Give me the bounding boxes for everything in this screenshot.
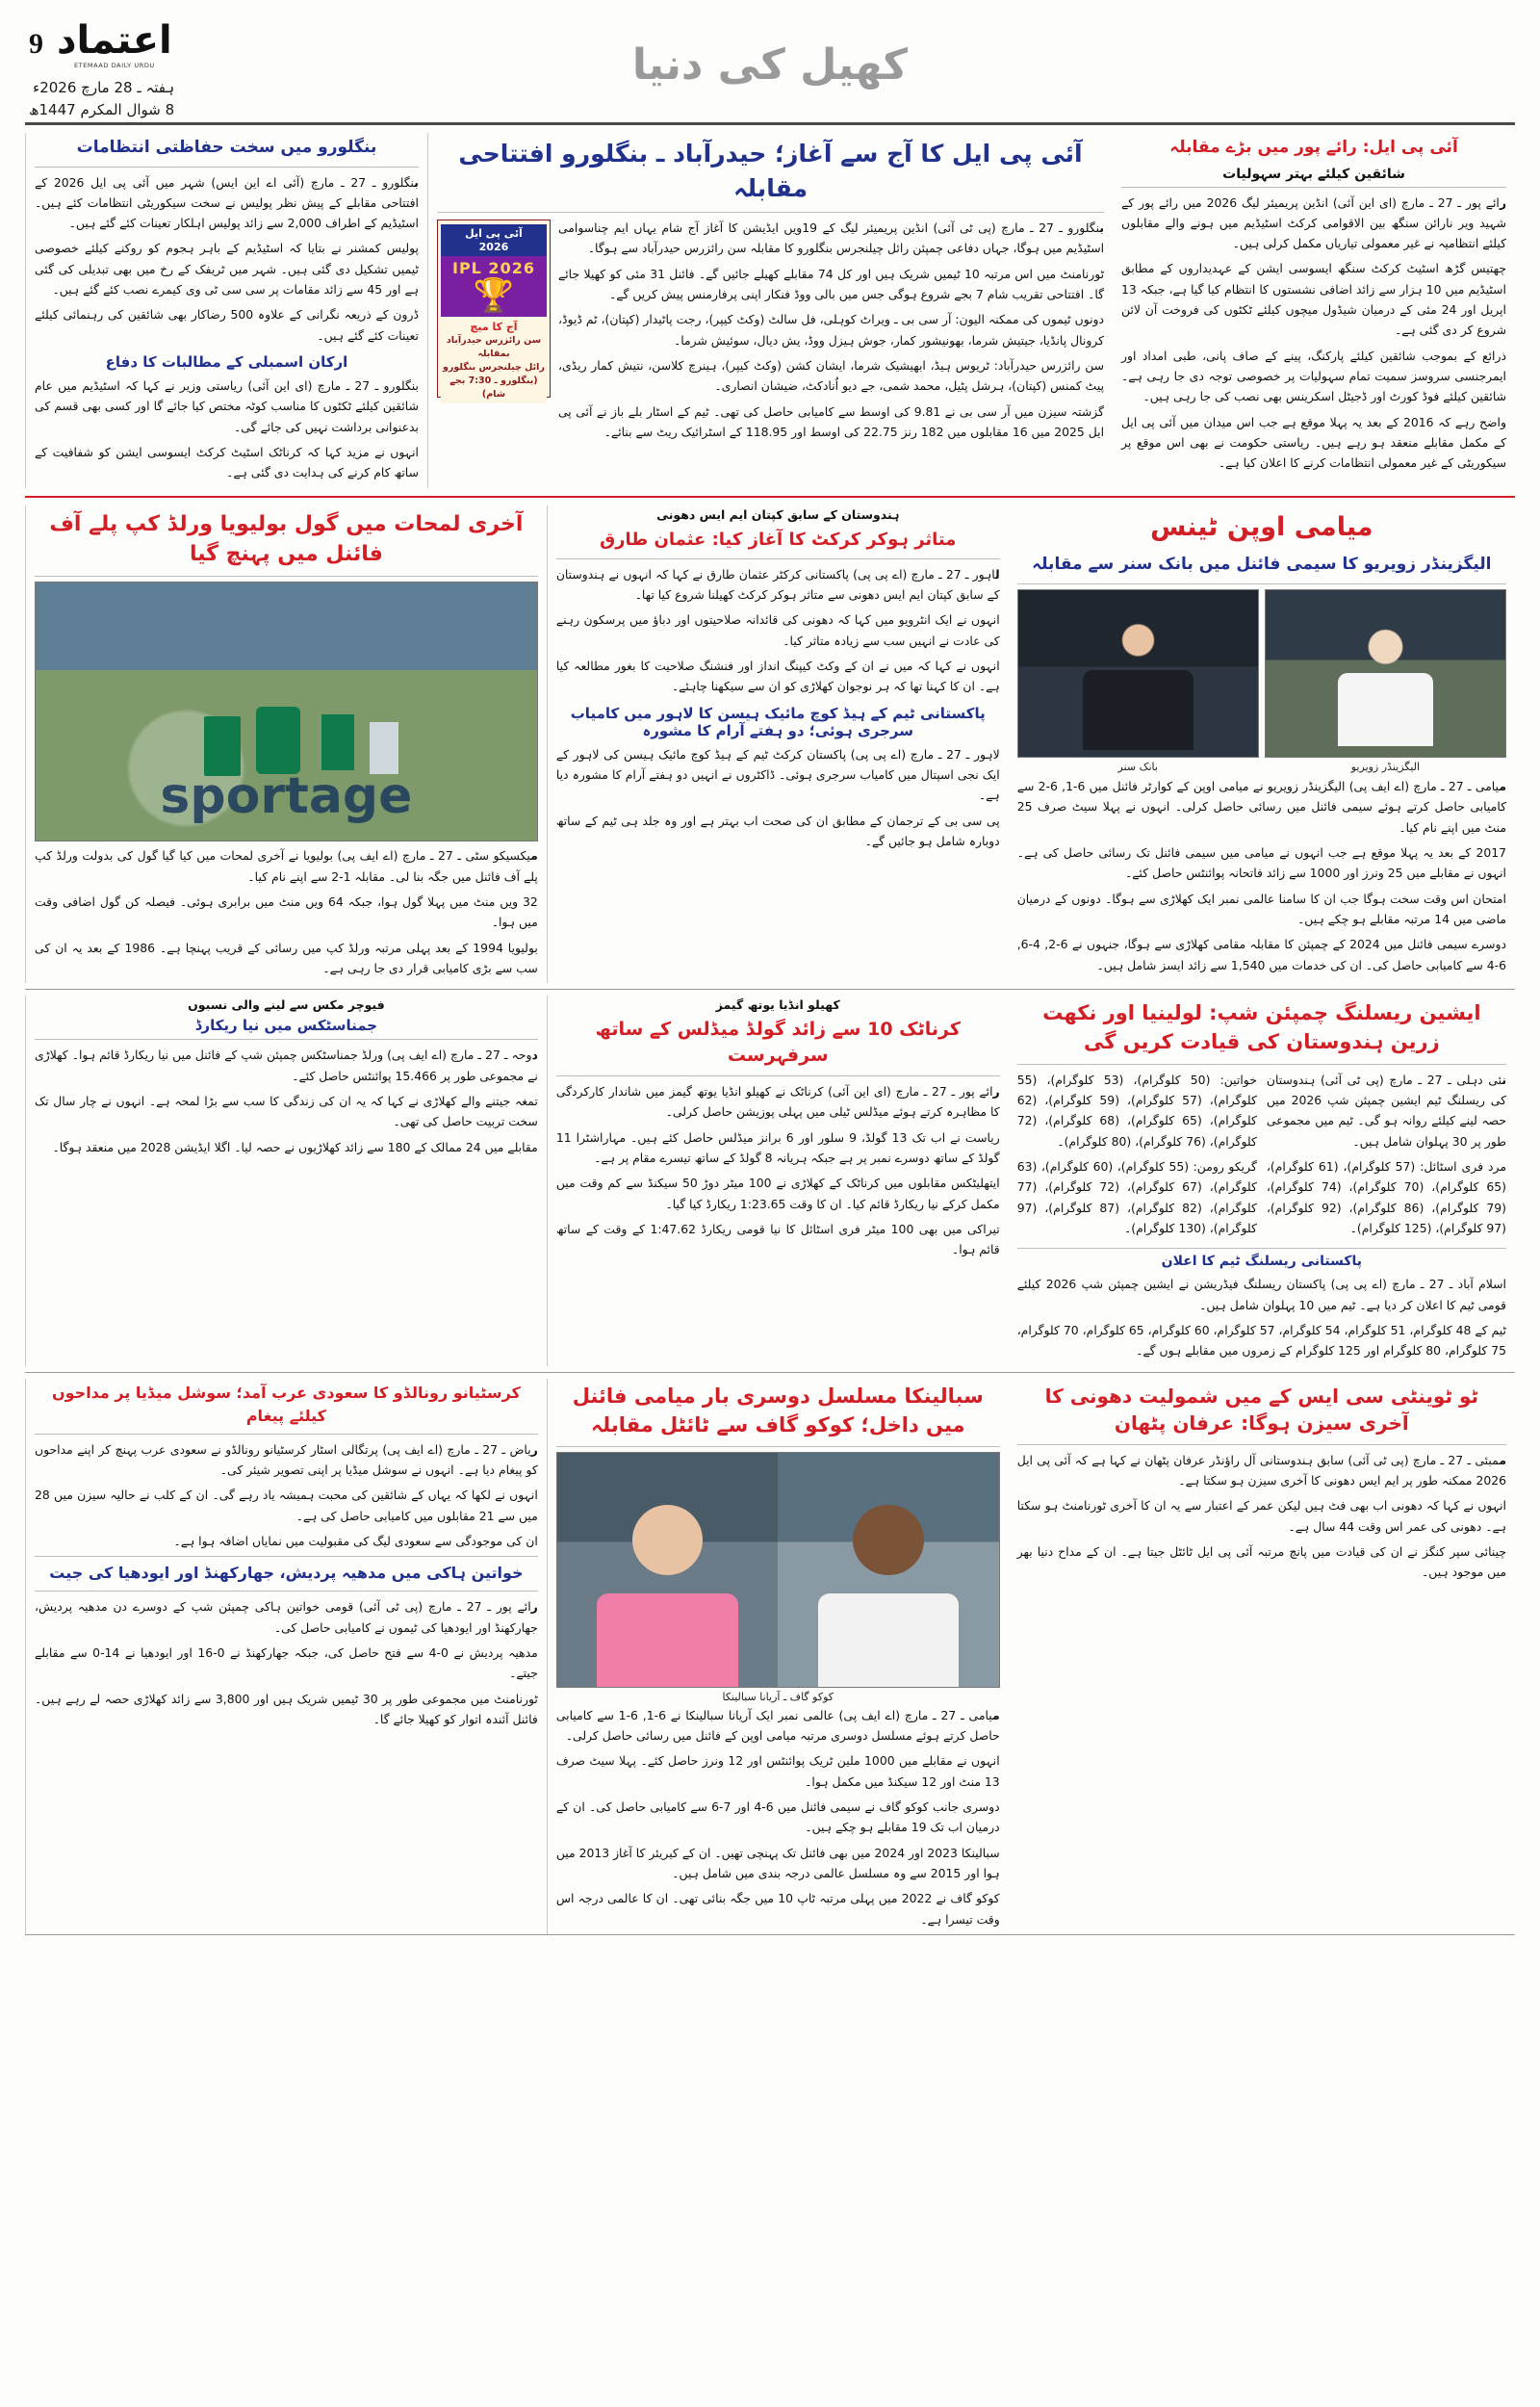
wrestling-band <box>25 996 1515 1366</box>
poster-venue-time: (بنگلورو ـ 7:30 بجے شام) <box>449 375 538 400</box>
divider <box>35 1591 538 1592</box>
paragraph: میامی ـ 27 ـ مارچ (اے ایف پی) الیگزینڈر زویریو نے میامی اوپن کے کوارٹر فائنل میں 6-1, 6-2 سے کامیابی حاصل کرتے ہوئے سیمی فائنل میں رسائی حاصل کرلی۔ انہوں نے پہلا سیٹ صرف 25 منٹ میں اپنے نام کیا۔ <box>1016 778 1506 835</box>
poster-top <box>441 224 547 256</box>
paragraph: مدھیہ پردیش نے 0-4 سے فتح حاصل کی، جبکہ جھارکھنڈ نے 0-16 اور ایودھیا نے 14-0 سے مقابلے جیتے۔ <box>35 1645 538 1681</box>
article-khelo-headline: کرناٹک 10 سے زائد گولڈ میڈلس کے ساتھ سرفہرست <box>595 1019 961 1067</box>
divider <box>556 1075 1000 1076</box>
paragraph: کوکو گاف نے 2022 میں پہلی مرتبہ ٹاپ 10 میں جگہ بنائی تھی۔ ان کا عالمی درجہ اس وقت تیسرا ہے۔ <box>555 1891 1000 1927</box>
divider <box>1017 1248 1506 1249</box>
article-miami-open-subhead: الیگزینڈر زویریو کا سیمی فائنل میں بانک سنر سے مقابلہ <box>1032 555 1492 575</box>
paragraph: واضح رہے کہ 2016 کے بعد یہ پہلا موقع ہے جب اس میدان میں آئی پی ایل کے مکمل مقابلے منعقد ہو رہے ہیں۔ ریاستی حکومت نے بھی اس موقع پر سیکوریٹی کے غیر معمولی انتظامات کرنے کا اعلان کیا ہے۔ <box>1121 414 1506 471</box>
tennis-player-photo-sinner <box>1017 589 1259 758</box>
photo-half-gauff <box>778 1453 998 1687</box>
paragraph: ٹورنامنٹ میں اس مرتبہ 10 ٹیمیں شریک ہیں اور کل 74 مقابلے کھیلے جائیں گے۔ فائنل 31 مئی کو کھیلا جائے گا۔ افتتاحی تقریب شام 7 بجے شروع ہوگی جس میں بالی ووڈ فنکار اپنی پرفارمنس پیش کریں گے۔ <box>557 266 1105 301</box>
paragraph: ایتھلیٹکس مقابلوں میں کرناٹک کے کھلاڑی نے 100 میٹر دوڑ 50 سیکنڈ سے کم وقت میں مکمل کرکے نیا ریکارڈ قائم کیا۔ ان کا وقت 1:23.65 ریکارڈ کیا گیا۔ <box>555 1176 1000 1211</box>
poster-title: آئی پی ایل <box>465 227 523 240</box>
article-hesson-subhead: پاکستانی ٹیم کے ہیڈ کوچ مائیک ہیسن کا لاہور میں کامیاب سرجری ہوئی؛ دو ہفتے آرام کا مشورہ <box>570 704 986 739</box>
article-ipl-opener <box>427 133 1113 488</box>
photo-caption: کوکو گاف ـ آریانا سبالینکا <box>722 1691 834 1704</box>
article-wta-headline: سبالینکا مسلسل دوسری بار میامی فائنل میں داخل؛ کوکو گاف سے ٹائٹل مقابلہ <box>572 1384 984 1436</box>
paragraph: ان کی موجودگی سے سعودی لیگ کی مقبولیت میں نمایاں اضافہ ہوا ہے۔ <box>173 1534 538 1549</box>
paragraph: انہوں نے کہا کہ میں نے ان کے وکٹ کیپنگ انداز اور فنشنگ صلاحیت کا بغور مطالعہ کیا ہے۔ ان کا کہنا تھا کہ ہر نوجوان کھلاڑی کو ان سے سیکھنا چاہئے۔ <box>555 659 1000 694</box>
paragraph: لاہور ـ 27 ـ مارچ (اے پی پی) پاکستان کرکٹ ٹیم کے ہیڈ کوچ مائیک ہیسن کی لاہور کے ایک نجی اسپتال میں کامیاب سرجری ہوئی۔ ڈاکٹروں نے انہیں دو ہفتے آرام کا مشورہ دیا ہے۔ <box>555 746 1000 803</box>
divider <box>25 1372 1515 1373</box>
paragraph: مقابلے میں 24 ممالک کے 180 سے زائد کھلاڑیوں نے حصہ لیا۔ اگلا ایڈیشن 2028 میں منعقد ہوگا۔ <box>52 1139 538 1154</box>
article-dhoni-inspiration <box>547 505 1009 983</box>
wta-players-photo <box>556 1452 1000 1688</box>
paragraph: چینائی سپر کنگز نے ان کی قیادت میں پانچ مرتبہ آئی پی ایل ٹائٹل جیتا ہے۔ ان کے مداح دنیا بھر میں موجود ہیں۔ <box>1016 1543 1506 1580</box>
paragraph: ریاست نے اب تک 13 گولڈ، 9 سلور اور 6 برانز میڈلس حاصل کئے ہیں۔ مہاراشٹرا 11 گولڈ کے ساتھ دوسرے نمبر پر ہے جبکہ ہریانہ 8 گولڈ کے ساتھ تیسرے مقام پر ہے۔ <box>555 1129 1000 1166</box>
photo-caption: بانک سنر <box>1117 760 1158 773</box>
paragraph: ٹیم کے 48 کلوگرام، 51 کلوگرام، 54 کلوگرام، 57 کلوگرام، 60 کلوگرام، 65 کلوگرام، 70 کلوگرام، 75 کلوگرام، 80 کلوگرام اور 125 کلوگرام کے زمروں میں مقابلے ہوں گے۔ <box>1016 1323 1506 1359</box>
paragraph: تمغہ جیتنے والے کھلاڑی نے کہا کہ یہ ان کی زندگی کا سب سے بڑا لمحہ ہے۔ انہوں نے چار سال تک سخت تربیت حاصل کی تھی۔ <box>35 1093 538 1129</box>
article-ipl-raipur-subhead: شائقین کیلئے بہتر سہولیات <box>1222 166 1405 182</box>
article-bolivia-headline: آخری لمحات میں گول بولیویا ورلڈ کپ پلے آف فائنل میں پہنچ گیا <box>49 511 524 566</box>
paragraph: ڈرون کے ذریعہ نگرانی کے علاوہ 500 رضاکار بھی شائقین کی رہنمائی کیلئے تعینات کئے گئے ہیں۔ <box>35 307 419 343</box>
divider <box>556 558 1000 559</box>
poster-versus: بمقابلہ <box>477 349 510 360</box>
paragraph: انہوں نے لکھا کہ یہاں کے شائقین کی محبت ہمیشہ یاد رہے گی۔ ان کے کلب نے حالیہ سیزن میں 28 میں سے 21 مقابلوں میں کامیابی حاصل کی ہے۔ <box>35 1488 538 1523</box>
publication-logo: اعتماد <box>57 18 172 63</box>
football-celebration-photo: sportage <box>35 582 538 841</box>
paragraph: نئی دہلی ـ 27 ـ مارچ (پی ٹی آئی) ہندوستان کی ریسلنگ ٹیم ایشین چمپئن شپ 2026 میں حصہ لینے کیلئے روانہ ہو گی۔ ٹیم میں مجموعی طور پر 30 پہلوان شامل ہیں۔ <box>1266 1072 1507 1149</box>
paragraph: دونوں ٹیموں کی ممکنہ الیون: آر سی بی ـ ویراٹ کوہلی، فل سالٹ (وکٹ کیپر)، رجت پاٹیدار (کپتان)، ٹم ڈیوڈ، کرونال پانڈیا، جیتیش شرما، بھونیشور کمار، جوش ہیزل ووڈ، یش دیال، سوئیش شرما۔ <box>557 312 1105 348</box>
divider <box>437 212 1104 213</box>
trophy-icon: 🏆 <box>473 275 515 315</box>
article-ipl-raipur-headline: آئی پی ایل: رائے پور میں بڑے مقابلہ <box>1169 138 1458 157</box>
article-wta-miami-final <box>547 1379 1009 1934</box>
paragraph: پی سی بی کے ترجمان کے مطابق ان کی صحت اب بہتر ہے اور وہ جلد ہی ٹیم کے ساتھ دوبارہ شامل ہو جائیں گے۔ <box>555 813 1000 849</box>
article-khelo-kicker: کھیلو انڈیا یوتھ گیمز <box>715 997 840 1013</box>
paragraph: سبالینکا 2023 اور 2024 میں بھی فائنل تک پہنچی تھیں۔ ان کے کیریئر کا آغاز 2013 میں ہوا اور 2015 سے وہ مسلسل عالمی درجہ بندی میں شامل ہیں۔ <box>555 1845 1000 1881</box>
article-gym-kicker: فیوچر مکس سے لینے والی نسبوں <box>188 997 385 1013</box>
date-gregorian: ہفتہ ـ 28 مارچ 2026ء <box>33 79 175 96</box>
paragraph: میکسیکو سٹی ـ 27 ـ مارچ (اے ایف پی) بولیویا نے آخری لمحات میں کیا گیا گول کی بدولت ورلڈ کپ پلے آف فائنل میں جگہ بنا لی۔ مقابلہ 1-2 سے اپنے نام کیا۔ <box>35 848 538 884</box>
divider <box>35 1556 538 1557</box>
divider <box>35 167 419 168</box>
paragraph: چھتیس گڑھ اسٹیٹ کرکٹ سنگھ ایسوسی ایشن کے عہدیداروں کے مطابق اسٹیڈیم میں 10 ہزار سے زائد اضافی نشستوں کا انتظام کیا گیا ہے، جبکہ 13 اپریل اور 24 مئی کے درمیان شیڈول میچوں کیلئے ٹکٹوں کی فروخت آن لائن شروع کر دی گئی ہے۔ <box>1121 261 1506 338</box>
divider-red <box>25 496 1515 498</box>
paragraph: انہوں نے کہا کہ دھونی اب بھی فٹ ہیں لیکن عمر کے اعتبار سے یہ ان کا آخری ٹورنامنٹ ہو سکتا ہے۔ دھونی کی عمر اس وقت 44 سال ہے۔ <box>1016 1498 1506 1534</box>
paragraph: ٹورنامنٹ میں مجموعی طور پر 30 ٹیمیں شریک ہیں اور 3,800 سے زائد کھلاڑی حصہ لے رہے ہیں۔ فائنل آئندہ اتوار کو کھیلا جائے گا۔ <box>35 1691 538 1727</box>
article-asian-wrestling <box>1009 996 1515 1366</box>
article-ronaldo-saudi <box>35 1382 538 1552</box>
section-title: کھیل کی دنیا <box>631 40 909 90</box>
article-pak-wrestling-headline: پاکستانی ریسلنگ ٹیم کا اعلان <box>1161 1254 1363 1270</box>
paragraph: میامی ـ 27 ـ مارچ (اے ایف پی) عالمی نمبر ایک آریانا سبالینکا نے 6-1, 6-1 سے کامیابی حاصل کرتے ہوئے مسلسل دوسری مرتبہ میامی اوپن کے فائنل میں رسائی حاصل کرلی۔ <box>555 1707 1000 1744</box>
paragraph: انہوں نے ایک انٹرویو میں کہا کہ دھونی کی قائدانہ صلاحیتوں اور دباؤ میں پرسکون رہنے کی عادت نے انہیں سب سے زیادہ متاثر کیا۔ <box>555 612 1000 648</box>
paragraph: امتحان اس وقت سخت ہوگا جب ان کا سامنا عالمی نمبر ایک کھلاڑی سے ہوگا۔ دونوں کے درمیان ماضی میں 14 مرتبہ مقابلے ہو چکے ہیں۔ <box>1016 891 1506 926</box>
article-dhoni-last-season-headline: ٹو ٹوینٹی سی ایس کے میں شمولیت دھونی کا آخری سیزن ہوگا: عرفان پٹھان <box>1044 1384 1478 1436</box>
bottom-left-stack <box>25 1379 547 1934</box>
divider <box>1017 583 1506 584</box>
divider <box>556 1446 1000 1447</box>
paragraph: دوحہ ـ 27 ـ مارچ (اے ایف پی) ورلڈ جمناسٹکس چمپئن شپ کے فائنل میں نیا ریکارڈ قائم ہوا۔ کھلاڑی نے مجموعی طور پر 15.466 پوائنٹس حاصل کئے۔ <box>35 1048 538 1083</box>
paragraph: رائے پور ـ 27 ـ مارچ (ای این آئی) انڈین پریمیئر لیگ 2026 میں رائے پور کے شہید ویر نارائن سنگھ بین الاقوامی کرکٹ اسٹیڈیم میں ہونے والے مقابلوں کیلئے انتظامیہ نے غیر معمولی تیاریاں مکمل کرلی ہیں۔ <box>1121 194 1506 251</box>
article-miami-open-men <box>1009 505 1515 983</box>
photo-caption: الیگزینڈر زویریو <box>1350 760 1421 773</box>
article-ipl-opener-headline: آئی پی ایل کا آج سے آغاز؛ حیدرآباد ـ بنگلورو افتتاحی مقابلہ <box>458 140 1083 202</box>
article-women-hockey <box>35 1562 538 1729</box>
paragraph: انہوں نے مقابلے میں 1000 ملین ٹریک پوائنٹس اور 12 ونرز حاصل کئے۔ پہلا سیٹ صرف 13 منٹ اور 12 سیکنڈ میں مکمل ہوا۔ <box>555 1753 1000 1789</box>
article-bangalore-security <box>25 133 427 488</box>
divider <box>35 1434 538 1435</box>
ipl-poster-graphic <box>437 220 551 398</box>
divider <box>1121 187 1506 188</box>
poster-year: 2026 <box>478 240 509 253</box>
paragraph: پولیس کمشنر نے بتایا کہ اسٹیڈیم کے باہر ہجوم کو روکنے کیلئے خصوصی ٹیمیں تشکیل دی گئی ہیں۔ شہر میں ٹریفک کے رخ میں بھی تبدیلی کی گئی ہے اور 45 سے زائد مقامات پر سی سی ٹی وی کیمرے نصب کئے گئے ہیں۔ <box>35 241 419 298</box>
article-asian-wrestling-headline: ایشین ریسلنگ چمپئن شپ: لولینیا اور نکھت زرین ہندوستان کی قیادت کریں گی <box>1042 1001 1481 1054</box>
paragraph: رائے پور ـ 27 ـ مارچ (ای این آئی) کرناٹک نے کھیلو انڈیا یوتھ گیمز میں شاندار کارکردگی کا مظاہرہ کرتے ہوئے میڈلس ٹیلی میں پہلی پوزیشن حاصل کرلی۔ <box>555 1084 1000 1120</box>
mid-band <box>25 505 1515 983</box>
bottom-band <box>25 1379 1515 1934</box>
article-ronaldo-headline: کرسٹیانو رونالڈو کا سعودی عرب آمد؛ سوشل میڈیا پر مداحوں کیلئے پیغام <box>51 1383 521 1425</box>
date-hijri: 8 شوال المکرم 1447ھ <box>29 101 175 119</box>
paragraph: بنگلورو ـ 27 ـ مارچ (آئی اے این ایس) شہر میں آئی پی ایل 2026 کے افتتاحی مقابلے کے پیش نظر پولیس نے سخت سیکوریٹی انتظامات کئے ہیں۔ اسٹیڈیم کے اطراف 2,000 سے زائد پولیس اہلکار تعینات کئے گئے ہیں۔ <box>35 174 419 231</box>
paragraph: ذرائع کے بموجب شائقین کیلئے پارکنگ، پینے کے صاف پانی، طبی امداد اور ایمرجنسی سروسز سمیت تمام سہولیات پر خصوصی توجہ دی جا رہی ہے۔ شائقین کیلئے فوڈ کورٹ اور ڈجیٹل اسکرینس بھی نصب کی جا رہی ہیں۔ <box>1121 348 1506 404</box>
paragraph: رائے پور ـ 27 ـ مارچ (پی ٹی آئی) قومی خواتین ہاکی چمپئن شپ کے دوسرے دن مدھیہ پردیش، جھارکھنڈ اور ایودھیا کی ٹیموں نے کامیابی حاصل کی۔ <box>35 1599 538 1635</box>
photo-half-sabalenka <box>557 1453 778 1687</box>
article-dhoni-kicker: ہندوستان کے سابق کپتان ایم ایس دھونی <box>656 506 900 522</box>
tennis-player-photo-zverev <box>1265 589 1506 758</box>
paragraph: 32 ویں منٹ میں پہلا گول ہوا، جبکہ 64 ویں منٹ میں برابری ہوئی۔ فیصلہ کن گول اضافی وقت میں ہوا۔ <box>35 893 538 930</box>
paragraph: انہوں نے مزید کہا کہ کرناٹک اسٹیٹ کرکٹ ایسوسی ایشن کو شفافیت کے ساتھ کام کرنے کی ہدایت دی گئی ہے۔ <box>35 445 419 480</box>
divider <box>25 989 1515 990</box>
publication-logo-subtext: ETEMAAD DAILY URDU <box>73 62 155 69</box>
poster-graphic-area <box>441 256 547 317</box>
paragraph: مرد فری اسٹائل: (57 کلوگرام)، (61 کلوگرام)، (65 کلوگرام)، (70 کلوگرام)، (74 کلوگرام)، (79 کلوگرام)، (86 کلوگرام)، (92 کلوگرام)، (97 کلوگرام)، (125 کلوگرام)۔ <box>1266 1159 1506 1236</box>
divider <box>1017 1444 1506 1445</box>
masthead <box>25 18 1515 125</box>
article-bangalore-security-headline: بنگلورو میں سخت حفاظتی انتظامات <box>76 138 377 157</box>
article-dhoni-headline: متاثر ہوکر کرکٹ کا آغاز کیا: عثمان طارق <box>600 529 957 550</box>
paragraph: تیراکی میں بھی 100 میٹر فری اسٹائل کا نیا قومی ریکارڈ 1:47.62 کے وقت کے ساتھ قائم ہوا۔ <box>555 1222 1000 1257</box>
article-bolivia-playoff <box>25 505 547 983</box>
article-women-hockey-headline: خواتین ہاکی میں مدھیہ پردیش، جھارکھنڈ اور ایودھیا کی جیت <box>49 1564 524 1583</box>
divider <box>35 576 538 577</box>
article-gym-headline: جمناسٹکس میں نیا ریکارڈ <box>194 1017 378 1035</box>
paragraph: گزشتہ سیزن میں آر سی بی نے 9.81 کی اوسط سے کامیابی حاصل کی تھی۔ ٹیم کے اسٹار بلے باز نے آئی پی ایل 2025 میں 16 مقابلوں میں 182 رنز 22.75 کی اوسط اور 118.95 کے اسٹرائیک ریٹ سے بنائے۔ <box>557 403 1105 439</box>
poster-match-label: آج کا میچ <box>470 320 518 333</box>
paragraph: سن رائزرس حیدرآباد: ٹریوس ہیڈ، ابھیشیک شرما، ایشان کشن (وکٹ کیپر)، ہینرچ کلاسن، نتیش کمار ریڈی، پیٹ کمنس (کپتان)، ہرشل پٹیل، محمد شمی، جے دیو اُنادکٹ، ضیشان انصاری۔ <box>557 357 1105 394</box>
paragraph: بنگلورو ـ 27 ـ مارچ (ای این آئی) ریاستی وزیر نے کہا کہ اسٹیڈیم میں عام شائقین کیلئے ٹکٹوں کا مناسب کوٹہ مختص کیا جائے گا اور کسی بھی قسم کی بدعنوانی برداشت نہیں کی جائے گی۔ <box>35 378 419 434</box>
poster-team-b: رائل چیلنجرس بنگلورو <box>443 361 545 373</box>
paragraph: بولیویا 1994 کے بعد پہلی مرتبہ ورلڈ کپ میں رسائی کے قریب پہنچا ہے۔ 1986 کے بعد یہ ان کی سب سے بڑی کامیابی قرار دی جا رہی ہے۔ <box>35 940 538 975</box>
article-assembly-subhead: ارکان اسمبلی کے مطالبات کا دفاع <box>105 353 348 372</box>
poster-ipl-label: IPL 2026 <box>451 258 535 277</box>
poster-match-info <box>441 317 547 404</box>
poster-team-a: سن رائزرس حیدرآباد <box>446 335 542 347</box>
divider <box>1017 1064 1506 1065</box>
paragraph: 2017 کے بعد یہ پہلا موقع ہے جب انہوں نے میامی میں سیمی فائنل تک رسائی حاصل کی ہے۔ انہوں نے مقابلے میں 25 ونرز اور 1000 سے زائد فاتحانہ پوائنٹس حاصل کئے۔ <box>1016 844 1506 881</box>
paragraph: لاہور ـ 27 ـ مارچ (اے پی پی) پاکستانی کرکٹر عثمان طارق نے کہا کہ انہوں نے ہندوستان کے سابق کپتان ایم ایس دھونی سے متاثر ہوکر کرکٹ کھیلنا شروع کیا تھا۔ <box>555 566 1000 603</box>
paragraph: بنگلورو ـ 27 ـ مارچ (پی ٹی آئی) انڈین پریمیئر لیگ کے 19ویں ایڈیشن کا آغاز آج شام یہاں ایم چناسوامی اسٹیڈیم میں ہوگا، جہاں دفاعی چمپئن رائل چیلنجرس بنگلورو کا مقابلہ سن رائزرس حیدرآباد سے ہوگا۔ <box>557 220 1105 256</box>
article-dhoni-last-season <box>1009 1379 1515 1934</box>
paragraph: دوسرے سیمی فائنل میں 2024 کے چمپئن کا مقابلہ مقامی کھلاڑی سے ہوگا، جنہوں نے 6-2, 4-6, 6-4 سے کامیابی حاصل کی۔ ان کی خدمات میں 1,540 سے زائد ایسز شامل ہیں۔ <box>1016 937 1506 972</box>
paragraph: خواتین: (50 کلوگرام)، (53 کلوگرام)، (55 کلوگرام)، (57 کلوگرام)، (59 کلوگرام)، (62 کلوگرام)، (65 کلوگرام)، (68 کلوگرام)، (72 کلوگرام)، (76 کلوگرام)، (80 کلوگرام)۔ <box>1016 1072 1257 1149</box>
article-miami-open-headline: میامی اوپن ٹینس <box>1150 511 1373 542</box>
divider <box>35 1039 538 1040</box>
top-band <box>25 133 1515 488</box>
paragraph: ریاض ـ 27 ـ مارچ (اے ایف پی) پرتگالی اسٹار کرسٹیانو رونالڈو نے سعودی عرب پہنچ کر اپنے مداحوں کو پیغام دیا ہے۔ انہوں نے سوشل میڈیا پر اپنی تصویر شیئر کی۔ <box>35 1441 538 1478</box>
paragraph: گریکو رومن: (55 کلوگرام)، (60 کلوگرام)، (63 کلوگرام)، (67 کلوگرام)، (72 کلوگرام)، (77 کلوگرام)، (82 کلوگرام)، (87 کلوگرام)، (97 کلوگرام)، (130 کلوگرام)۔ <box>1016 1159 1257 1236</box>
divider-footer <box>25 1934 1515 1935</box>
paragraph: ممبئی ـ 27 ـ مارچ (پی ٹی آئی) سابق ہندوستانی آل راؤنڈر عرفان پٹھان نے کہا ہے کہ آئی پی ایل 2026 ممکنہ طور پر ایم ایس دھونی کا آخری سیزن ہو سکتا ہے۔ <box>1016 1452 1506 1488</box>
paragraph: دوسری جانب کوکو گاف نے سیمی فائنل میں 6-4 اور 7-6 سے کامیابی حاصل کی۔ ان کے درمیان اب تک 19 مقابلے ہو چکے ہیں۔ <box>555 1799 1000 1835</box>
page-number: 9 <box>29 28 43 60</box>
paragraph: اسلام آباد ـ 27 ـ مارچ (اے پی پی) پاکستان ریسلنگ فیڈریشن نے ایشین چمپئن شپ 2026 کیلئے قومی ٹیم کا اعلان کر دیا ہے۔ ٹیم میں 10 پہلوان شامل ہیں۔ <box>1016 1277 1507 1312</box>
article-khelo-india <box>547 996 1009 1366</box>
article-ipl-raipur <box>1113 133 1515 488</box>
article-gymnastics <box>25 996 547 1366</box>
